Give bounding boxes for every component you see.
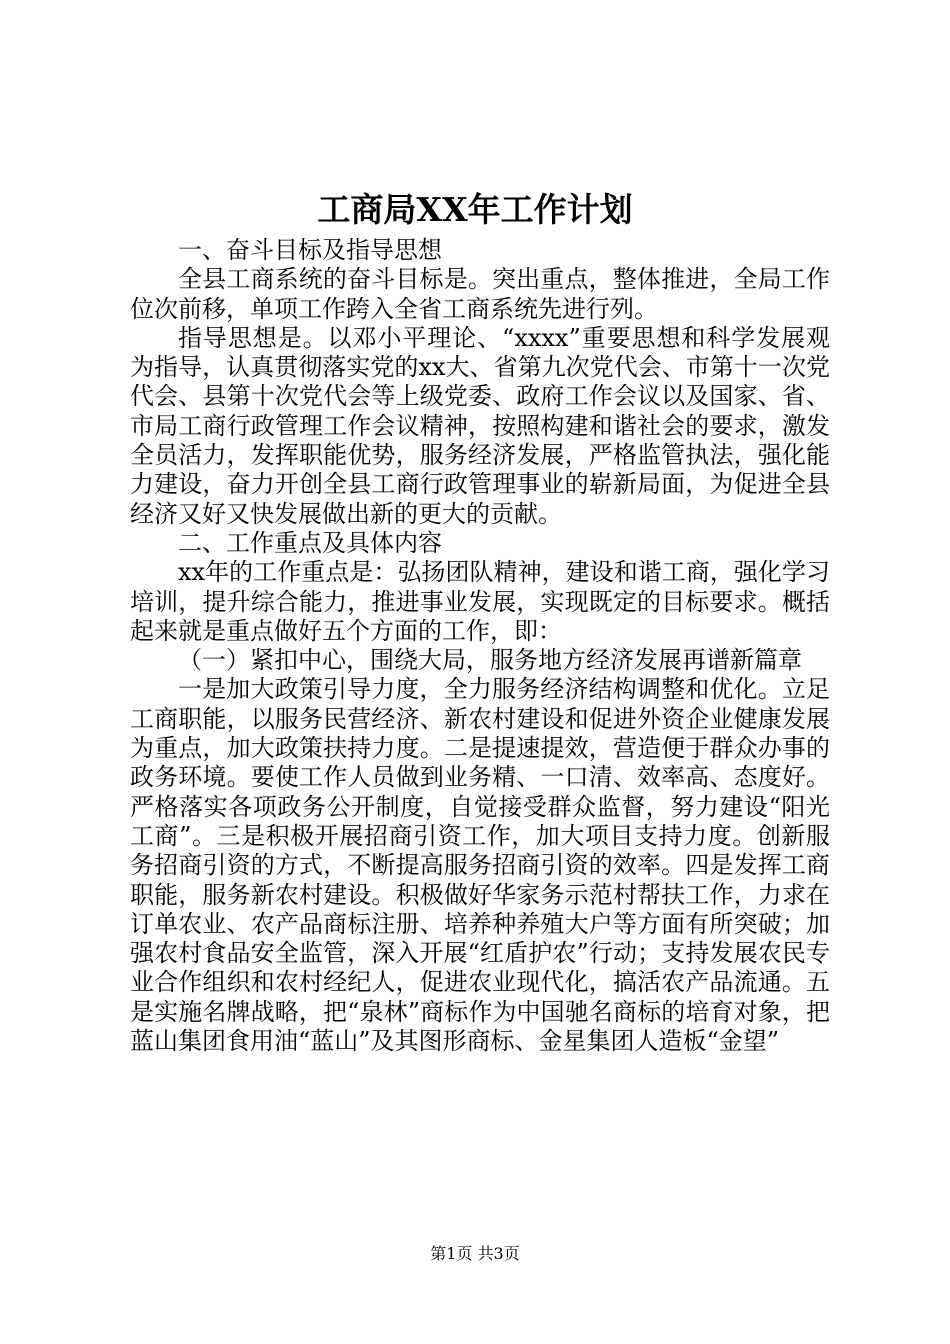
section-heading-2: 二、工作重点及具体内容 <box>178 528 442 557</box>
subsection-heading-1: （一）紧扣中心，围绕大局，服务地方经济发展再谱新篇章 <box>178 646 802 675</box>
document-body <box>130 236 830 1056</box>
paragraph-key-points: xx年的工作重点是：弘扬团队精神，建设和谐工商，强化学习培训，提升综合能力，推进事业发展，实现既定的目标要求。概括起来就是重点做好五个方面的工作，即： <box>130 558 830 645</box>
paragraph-measures: 一是加大政策引导力度，全力服务经济结构调整和优化。立足工商职能，以服务民营经济、新农村建设和促进外资企业健康发展为重点，加大政策扶持力度。二是提速提效，营造便于群众办事的政务环境。要使工作人员做到业务精、一口清、效率高、态度好。严格落实各项政务公开制度，自觉接受群众监督，努力建设“阳光工商”。三是积极开展招商引资工作，加大项目支持力度。创新服务招商引资的方式，不断提高服务招商引资的效率。四是发挥工商职能，服务新农村建设。积极做好华家务示范村帮扶工作，力求在订单农业、农产品商标注册、培养种养殖大户等方面有所突破；加强农村食品安全监管，深入开展“红盾护农”行动；支持发展农民专业合作组织和农村经纪人，促进农业现代化，搞活农产品流通。五是实施名牌战略，把“泉林”商标作为中国驰名商标的培育对象，把蓝山集团食用油“蓝山”及其图形商标、金星集团人造板“金望” <box>130 675 830 1056</box>
paragraph-goal: 全县工商系统的奋斗目标是。突出重点，整体推进，全局工作位次前移，单项工作跨入全省工商系统先进行列。 <box>130 265 830 323</box>
document-title: 工商局XX年工作计划 <box>317 190 633 229</box>
paragraph-guiding-thought: 指导思想是。以邓小平理论、“xxxx”重要思想和科学发展观为指导，认真贯彻落实党的xx大、省第九次党代会、市第十一次党代会、县第十次党代会等上级党委、政府工作会议以及国家、省、市局工商行政管理工作会议精神，按照构建和谐社会的要求，激发全员活力，发挥职能优势，服务经济发展，严格监管执法，强化能力建设，奋力开创全县工商行政管理事业的崭新局面，为促进全县经济又好又快发展做出新的更大的贡献。 <box>130 323 830 528</box>
section-heading-1: 一、奋斗目标及指导思想 <box>178 236 442 264</box>
page-footer: 第1页 共3页 <box>430 1244 520 1263</box>
